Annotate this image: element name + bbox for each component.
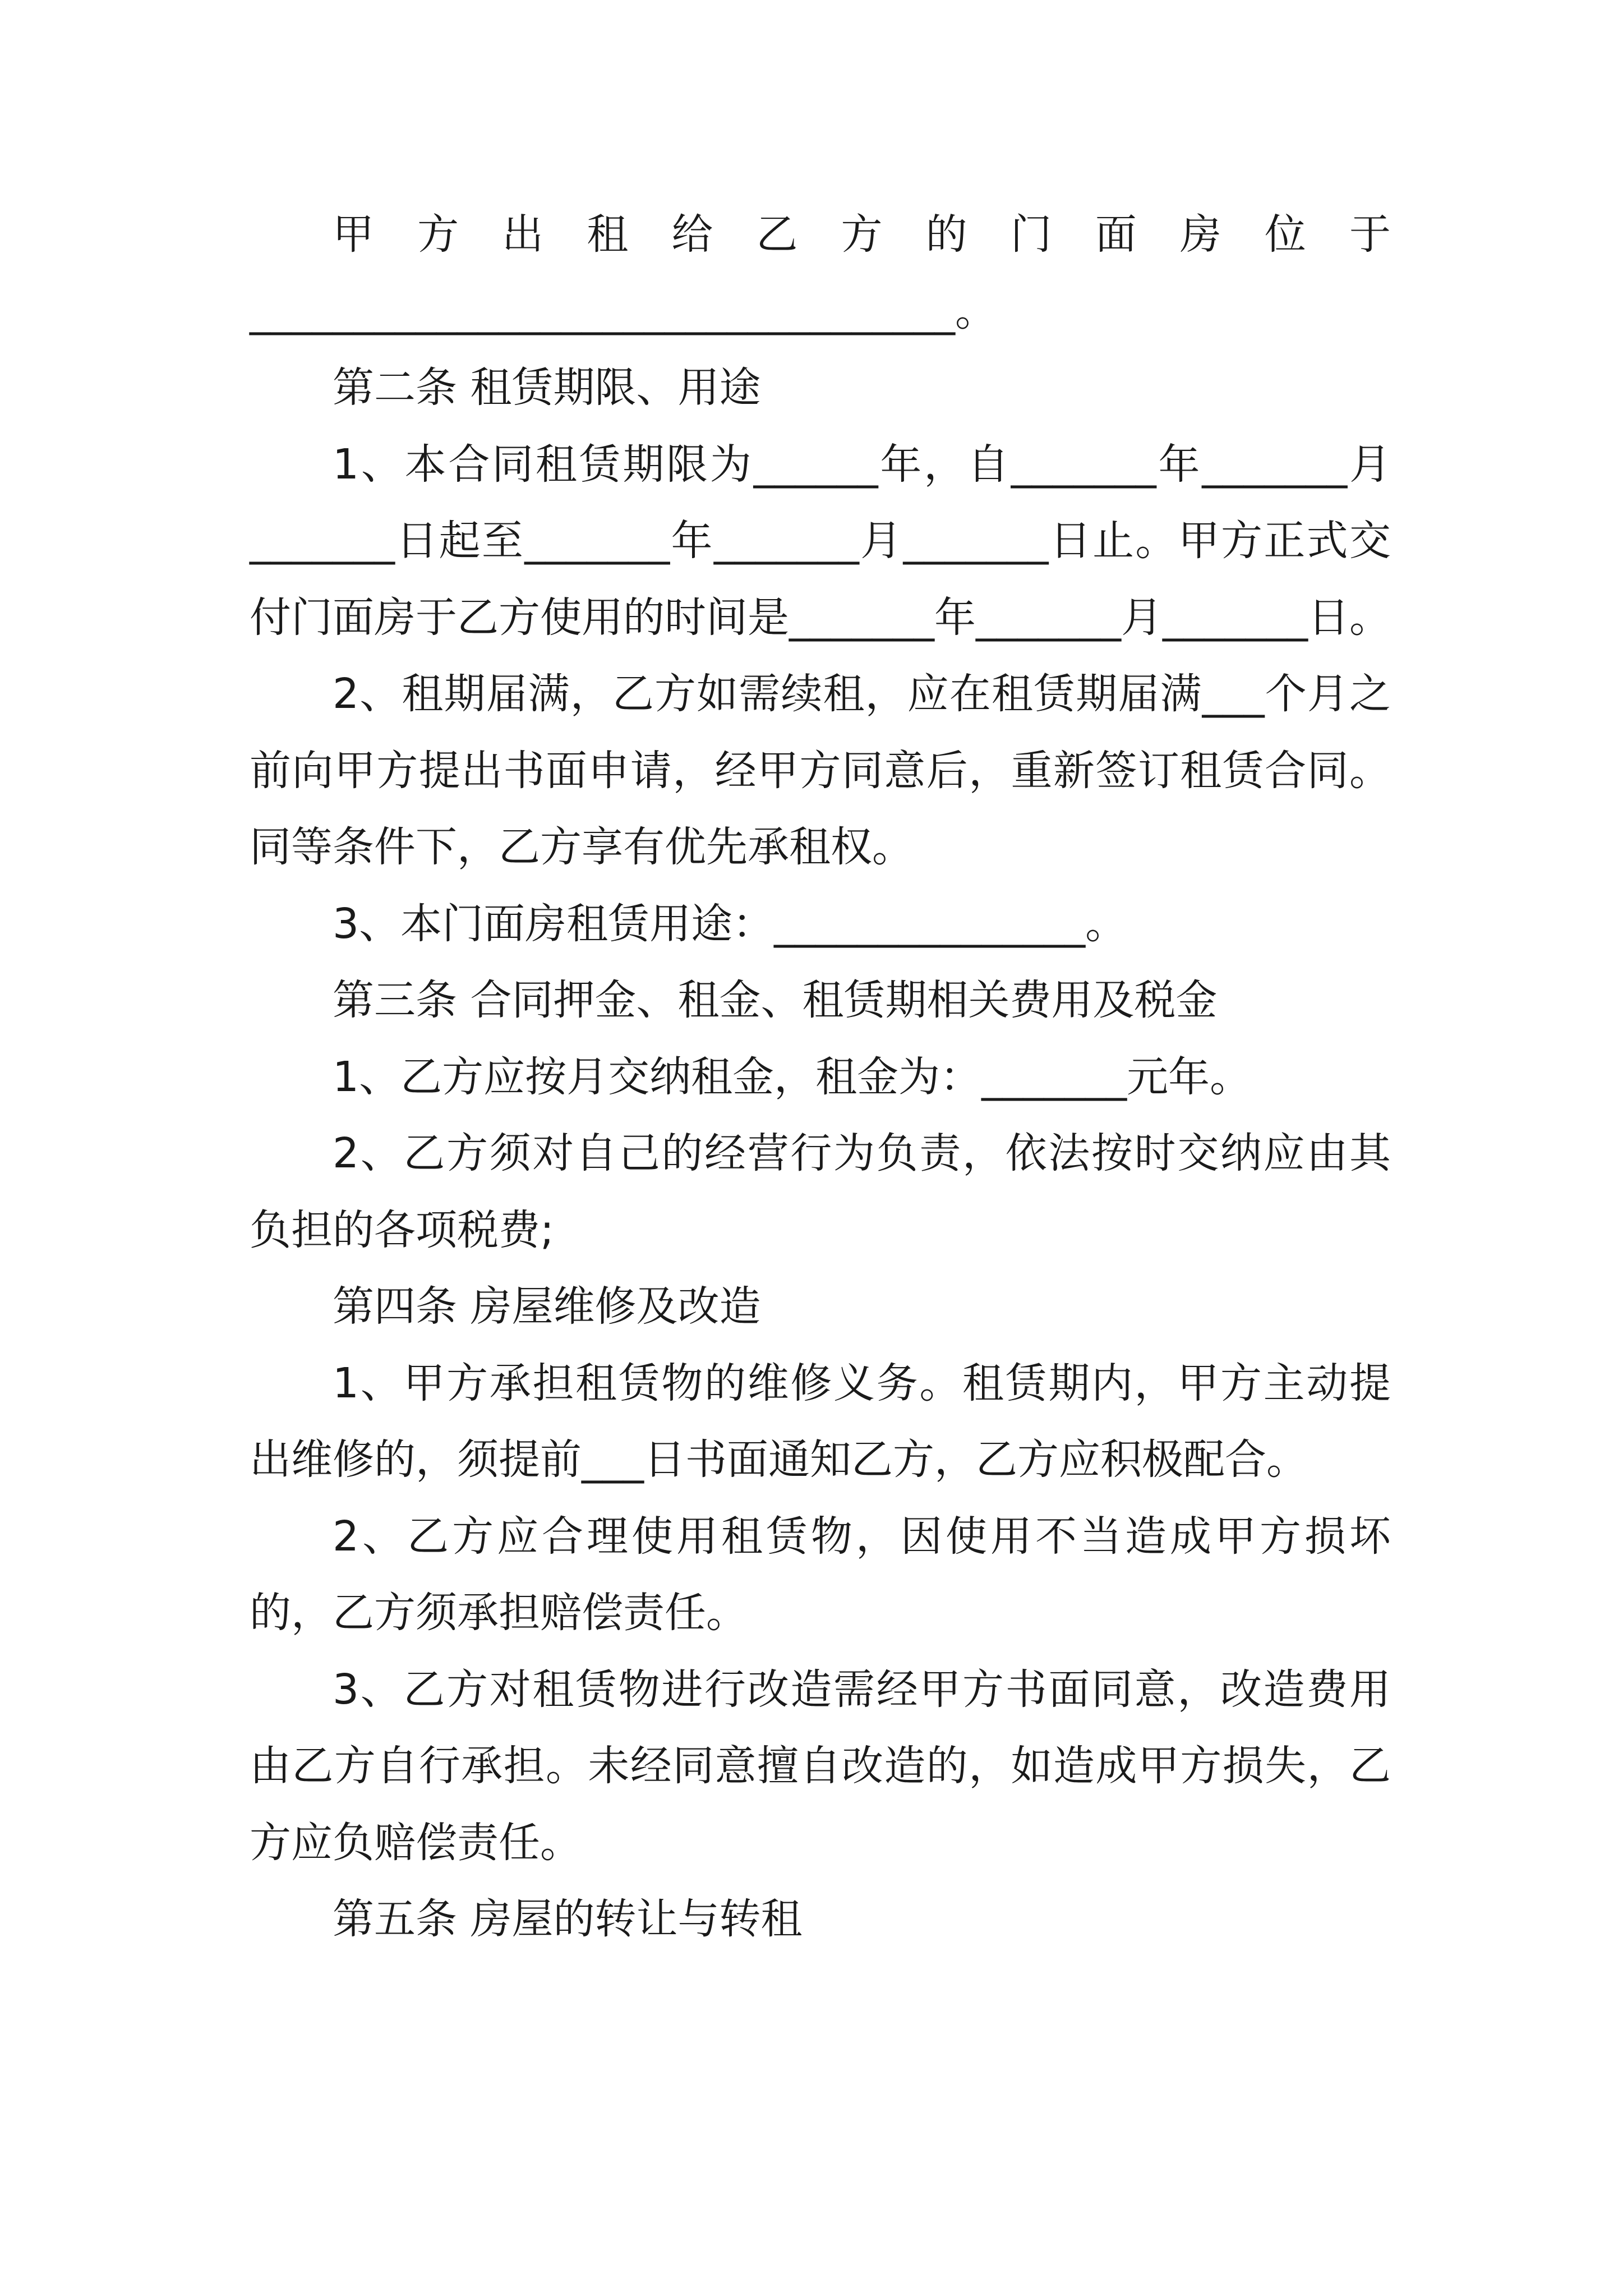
article-3-heading: 第三条 合同押金、租金、租赁期相关费用及税金	[333, 976, 1218, 1024]
article-4-clause-2: 2、乙方应合理使用租赁物，因使用不当造成甲方损坏的，乙方须承担赔偿责任。	[250, 1512, 1391, 1637]
article-2-clause-2: 2、租期届满，乙方如需续租，应在租赁期届满___个月之前向甲方提出书面申请，经甲方同意后，重新签订租赁合同。同等条件下，乙方享有优先承租权。	[250, 670, 1391, 871]
article-3-clause-2: 2、乙方须对自己的经营行为负责，依法按时交纳应由其负担的各项税费;	[250, 1129, 1391, 1254]
article-2-heading: 第二条 租赁期限、用途	[333, 364, 761, 412]
paragraph-location-blank: __________________________________。	[250, 287, 997, 335]
article-4-heading: 第四条 房屋维修及改造	[333, 1282, 761, 1331]
article-4-clause-1: 1、甲方承担租赁物的维修义务。租赁期内，甲方主动提出维修的，须提前___日书面通知乙方，乙方应积极配合。	[250, 1359, 1391, 1484]
article-2-clause-3: 3、本门面房租赁用途：_______________。	[333, 899, 1127, 948]
paragraph-location: 甲方出租给乙方的门面房位于	[333, 210, 1391, 259]
article-3-clause-1: 1、乙方应按月交纳租金，租金为：_______元年。	[333, 1052, 1252, 1101]
article-5-heading: 第五条 房屋的转让与转租	[333, 1895, 803, 1943]
document-body	[250, 196, 1391, 1958]
article-4-clause-3: 3、乙方对租赁物进行改造需经甲方书面同意，改造费用由乙方自行承担。未经同意擅自改造的，如造成甲方损失，乙方应负赔偿责任。	[250, 1665, 1391, 1867]
article-2-clause-1: 1、本合同租赁期限为______年，自_______年_______月_______日起至_______年_______月_______日止。甲方正式交付门面房于乙方使用的时间是_______年_______月_______日。	[250, 440, 1391, 642]
